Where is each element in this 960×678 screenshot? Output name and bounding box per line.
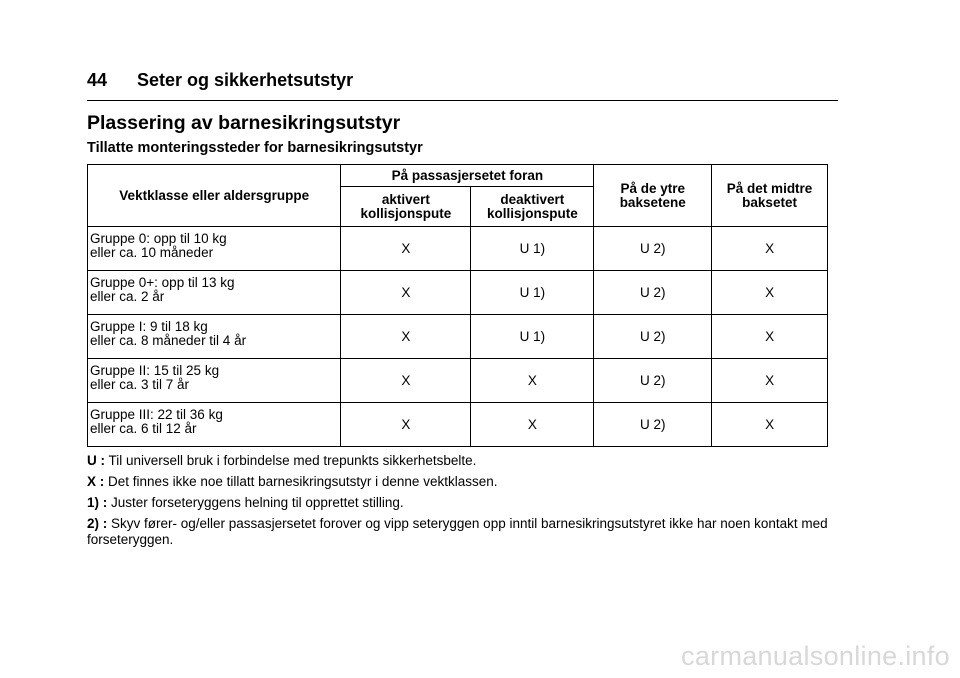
row-group-label: Gruppe III: 22 til 36 kg eller ca. 6 til 12 år [88, 403, 341, 447]
cell-outer-rear: U 2) [594, 271, 712, 315]
cell-outer-rear: U 2) [594, 403, 712, 447]
cell-active: X [341, 403, 471, 447]
row-group-label: Gruppe I: 9 til 18 kg eller ca. 8 måneder til 4 år [88, 315, 341, 359]
page-chapter-title: Seter og sikkerhetsutstyr [137, 70, 354, 90]
note-2: 2) : Skyv fører- og/eller passasjersetet forover og vipp seteryggen opp inntil barnesikringsutstyret ikke har noen kontakt med forseteryggen. [87, 516, 828, 547]
page-number: 44 [87, 70, 108, 90]
note-u: U : Til universell bruk i forbindelse med trepunkts sikkerhetsbelte. [87, 453, 477, 468]
cell-outer-rear: U 2) [594, 315, 712, 359]
table-row [88, 271, 828, 315]
cell-deactivated: U 1) [471, 227, 594, 271]
cell-active: X [341, 227, 471, 271]
header-airbag-deactivated: deaktivert kollisjonspute [471, 187, 594, 227]
page-header [87, 70, 838, 101]
cell-active: X [341, 315, 471, 359]
legend-notes [87, 453, 832, 553]
header-middle-rear: På det midtre baksetet [712, 165, 828, 227]
cell-active: X [341, 271, 471, 315]
table-row [88, 315, 828, 359]
table-row [88, 359, 828, 403]
note-1: 1) : Juster forseteryggens helning til opprettet stilling. [87, 495, 404, 510]
section-title: Plassering av barnesikringsutstyr [87, 112, 401, 134]
cell-middle-rear: X [712, 315, 828, 359]
cell-deactivated: X [471, 403, 594, 447]
header-group: Vektklasse eller aldersgruppe [88, 165, 341, 227]
cell-deactivated: U 1) [471, 315, 594, 359]
cell-outer-rear: U 2) [594, 227, 712, 271]
table-title: Tillatte monteringssteder for barnesikringsutstyr [87, 140, 423, 156]
header-outer-rear: På de ytre baksetene [594, 165, 712, 227]
child-seat-table [87, 164, 828, 447]
cell-deactivated: U 1) [471, 271, 594, 315]
cell-middle-rear: X [712, 403, 828, 447]
header-airbag-active: aktivert kollisjonspute [341, 187, 471, 227]
table-row [88, 227, 828, 271]
cell-deactivated: X [471, 359, 594, 403]
cell-active: X [341, 359, 471, 403]
watermark: carmanualsonline.info [681, 641, 950, 671]
note-x: X : Det finnes ikke noe tillatt barnesikringsutstyr i denne vektklassen. [87, 474, 498, 489]
header-front-seat: På passasjersetet foran [341, 165, 594, 187]
row-group-label: Gruppe 0+: opp til 13 kg eller ca. 2 år [88, 271, 341, 315]
row-group-label: Gruppe II: 15 til 25 kg eller ca. 3 til 7 år [88, 359, 341, 403]
table-row [88, 403, 828, 447]
row-group-label: Gruppe 0: opp til 10 kg eller ca. 10 måneder [88, 227, 341, 271]
cell-outer-rear: U 2) [594, 359, 712, 403]
cell-middle-rear: X [712, 359, 828, 403]
cell-middle-rear: X [712, 271, 828, 315]
cell-middle-rear: X [712, 227, 828, 271]
